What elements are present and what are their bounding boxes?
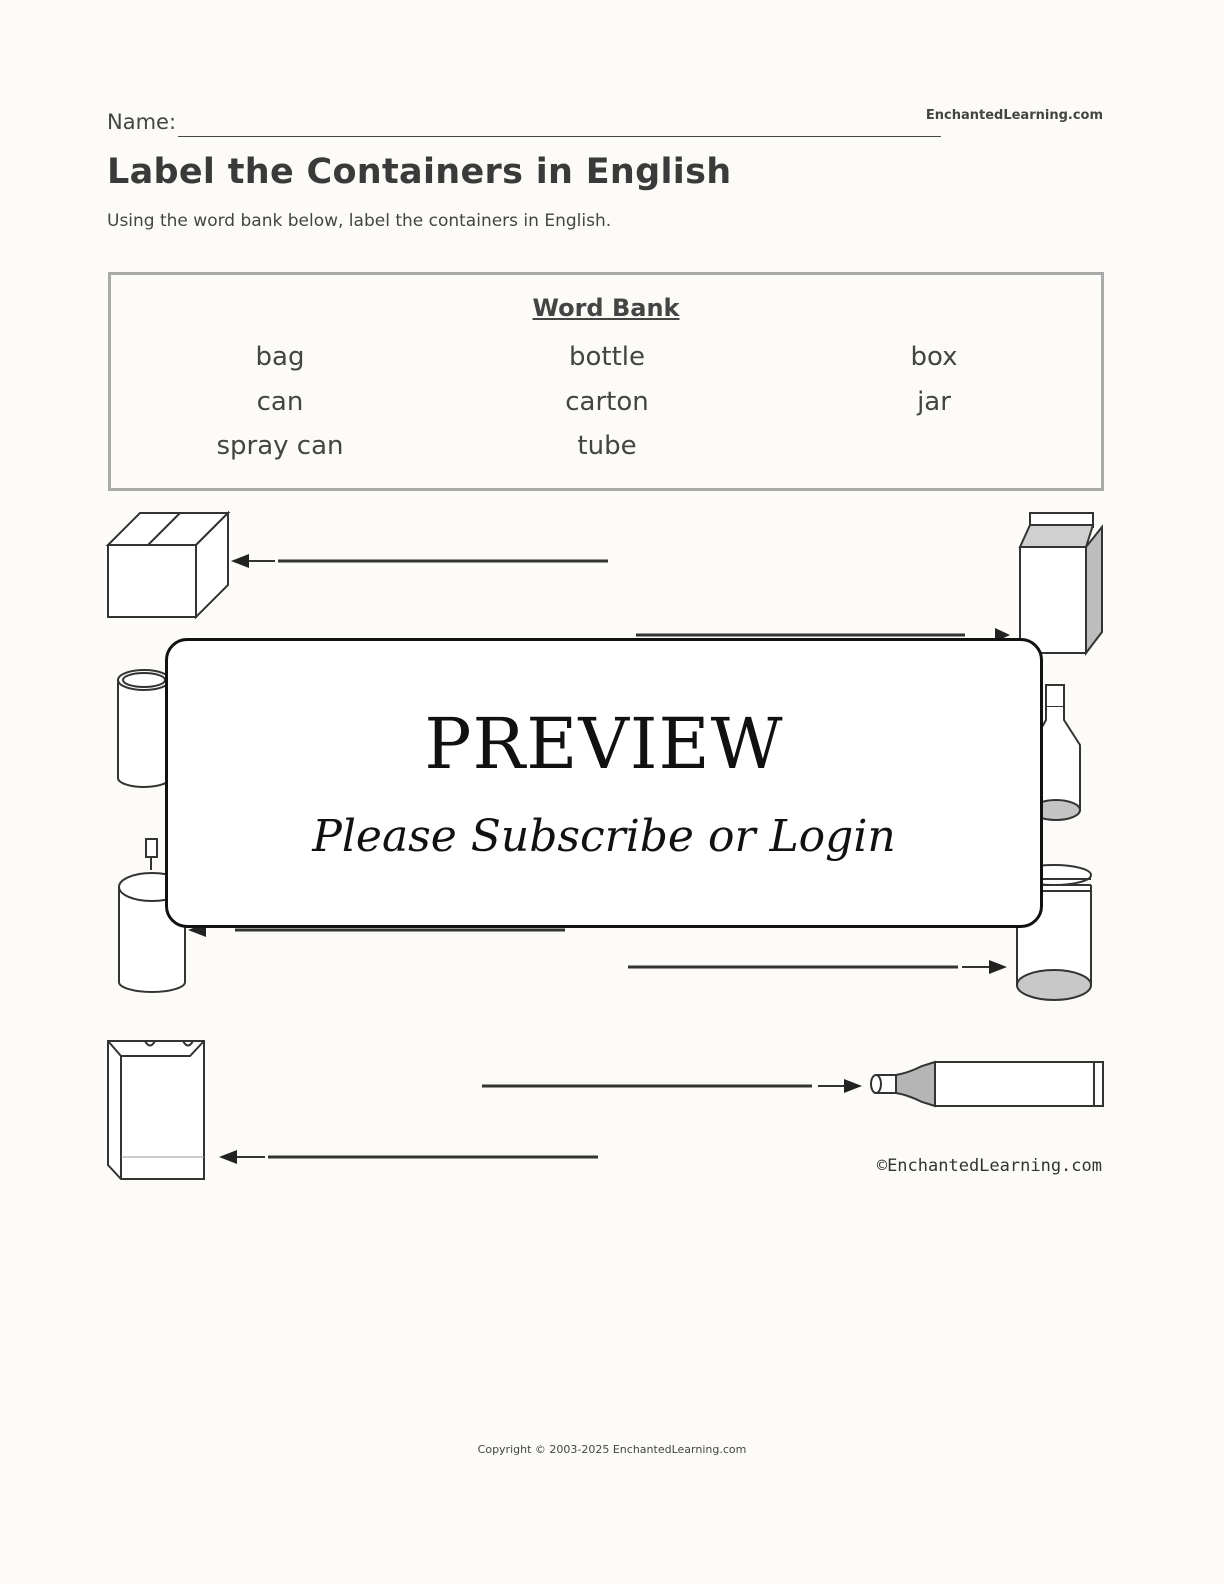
- page-title: Label the Containers in English: [107, 152, 732, 192]
- answer-line[interactable]: [482, 1079, 862, 1093]
- word-bank-word: can: [256, 387, 304, 417]
- box-icon: [108, 513, 228, 617]
- answer-line[interactable]: [231, 554, 608, 568]
- subscribe-login-link[interactable]: Please Subscribe or Login: [312, 811, 896, 862]
- word-bank-word: bottle: [568, 342, 646, 372]
- word-bank-word: carton: [565, 387, 649, 417]
- name-label: Name:: [107, 110, 177, 134]
- word-bank-word: spray can: [216, 431, 344, 461]
- word-bank-title: Word Bank: [532, 294, 680, 322]
- carton-icon: [1020, 513, 1102, 653]
- footer-copyright: Copyright © 2003-2025 EnchantedLearning.com: [477, 1443, 747, 1456]
- bag-icon: [108, 1041, 204, 1179]
- word-bank-word: box: [910, 342, 958, 372]
- can-icon: [118, 670, 170, 787]
- answer-line[interactable]: [628, 960, 1007, 974]
- word-bank-word: bag: [255, 342, 305, 372]
- preview-overlay[interactable]: [165, 638, 1043, 928]
- word-bank-word: tube: [577, 431, 637, 461]
- tube-icon: [871, 1062, 1103, 1106]
- preview-title: PREVIEW: [424, 703, 784, 785]
- instructions: Using the word bank below, label the containers in English.: [107, 211, 612, 231]
- brand-link[interactable]: EnchantedLearning.com: [925, 108, 1103, 123]
- word-bank-word: jar: [917, 387, 951, 417]
- illustration-credit: ©EnchantedLearning.com: [876, 1156, 1102, 1176]
- answer-line[interactable]: [219, 1150, 598, 1164]
